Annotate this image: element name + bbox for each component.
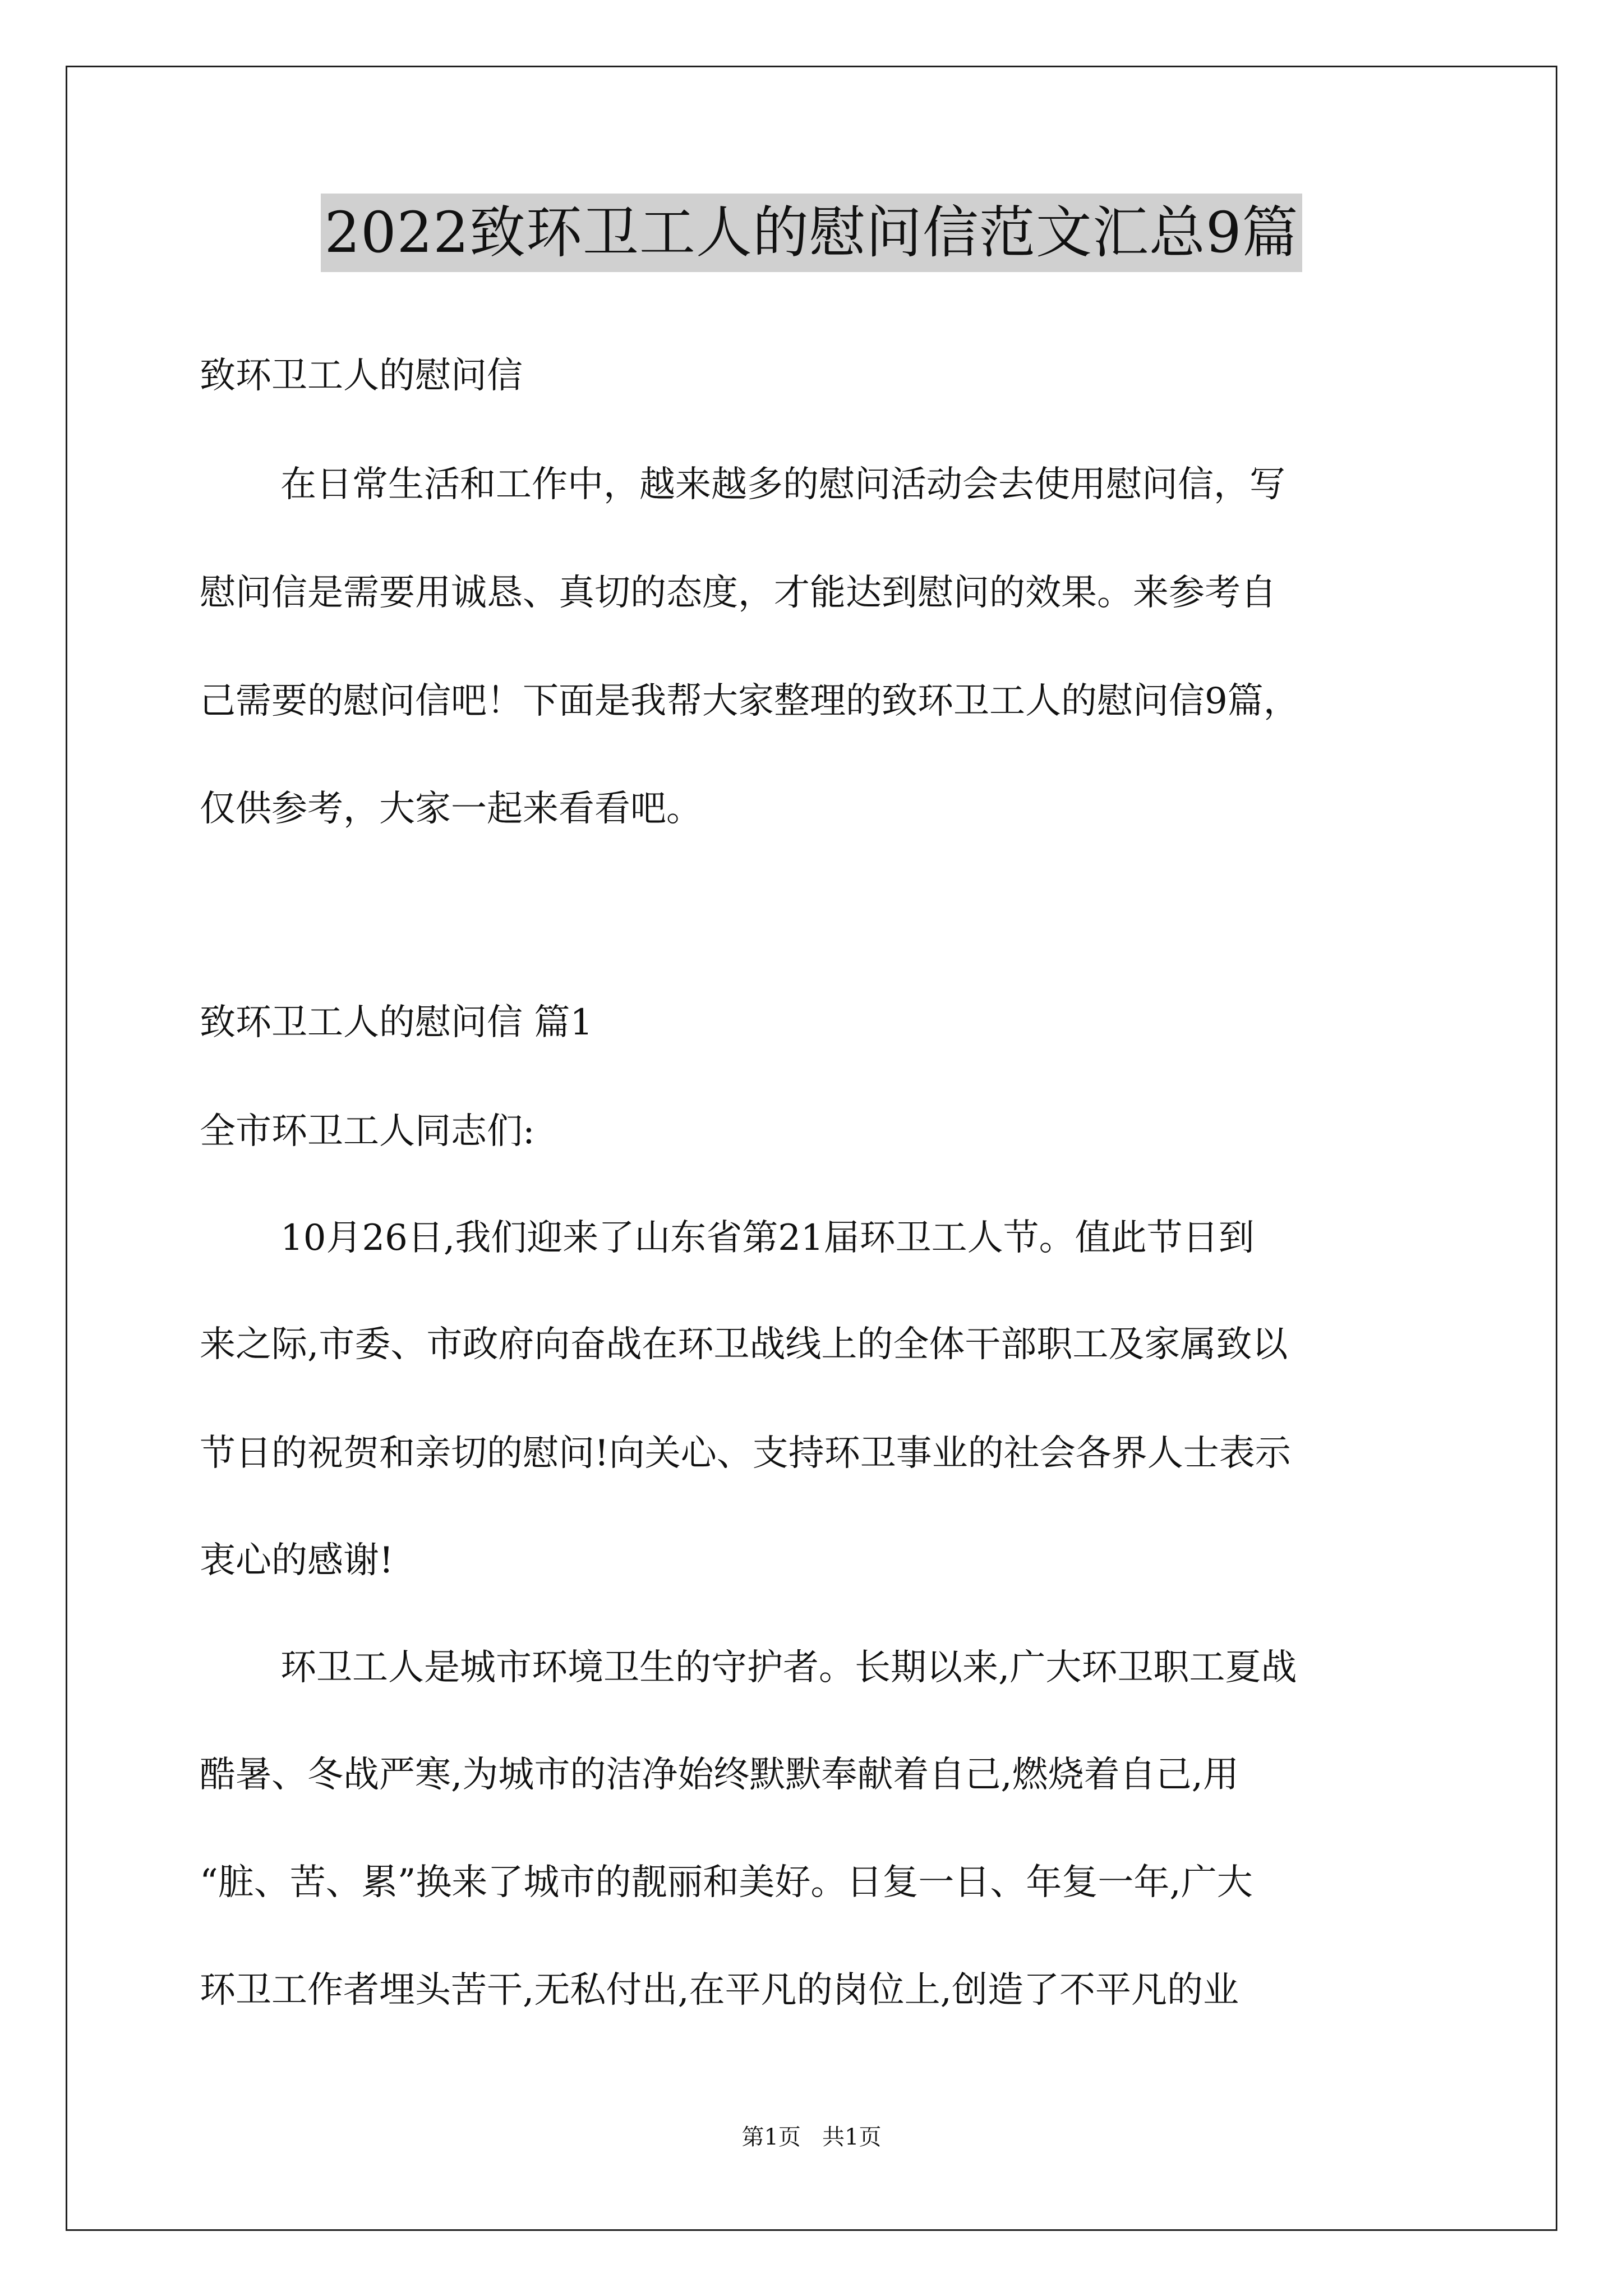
paragraph-line: 10月26日,我们迎来了山东省第21届环卫工人节。值此节日到 (280, 1217, 1255, 1259)
intro-line: 在日常生活和工作中，越来越多的慰问活动会去使用慰问信，写 (280, 464, 1285, 505)
paragraph-line: 来之际,市委、市政府向奋战在环卫战线上的全体干部职工及家属致以 (200, 1324, 1288, 1365)
section-heading: 致环卫工人的慰问信 篇1 (200, 1002, 593, 1043)
letter-heading: 致环卫工人的慰问信 (200, 355, 523, 397)
paragraph-line: 衷心的感谢! (200, 1540, 394, 1581)
intro-line: 仅供参考，大家一起来看看吧。 (200, 788, 702, 830)
page-footer: 第1页 共1页 (741, 2124, 882, 2150)
paragraph-line: “脏、苦、累”换来了城市的靓丽和美好。日复一日、年复一年,广大 (200, 1862, 1253, 1903)
intro-line: 己需要的慰问信吧！下面是我帮大家整理的致环卫工人的慰问信9篇， (200, 680, 1299, 722)
title-container (0, 194, 1623, 272)
salutation: 全市环卫工人同志们: (200, 1111, 535, 1152)
paragraph-line: 环卫工人是城市环境卫生的守护者。长期以来,广大环卫职工夏战 (280, 1647, 1297, 1688)
paragraph-line: 环卫工作者埋头苦干,无私付出,在平凡的岗位上,创造了不平凡的业 (200, 1970, 1239, 2011)
intro-line: 慰问信是需要用诚恳、真切的态度，才能达到慰问的效果。来参考自 (200, 572, 1276, 614)
paragraph-line: 节日的祝贺和亲切的慰问!向关心、支持环卫事业的社会各界人士表示 (200, 1433, 1291, 1474)
paragraph-line: 酷暑、冬战严寒,为城市的洁净始终默默奉献着自己,燃烧着自己,用 (200, 1754, 1239, 1796)
document-title: 2022致环卫工人的慰问信范文汇总9篇 (321, 194, 1302, 272)
